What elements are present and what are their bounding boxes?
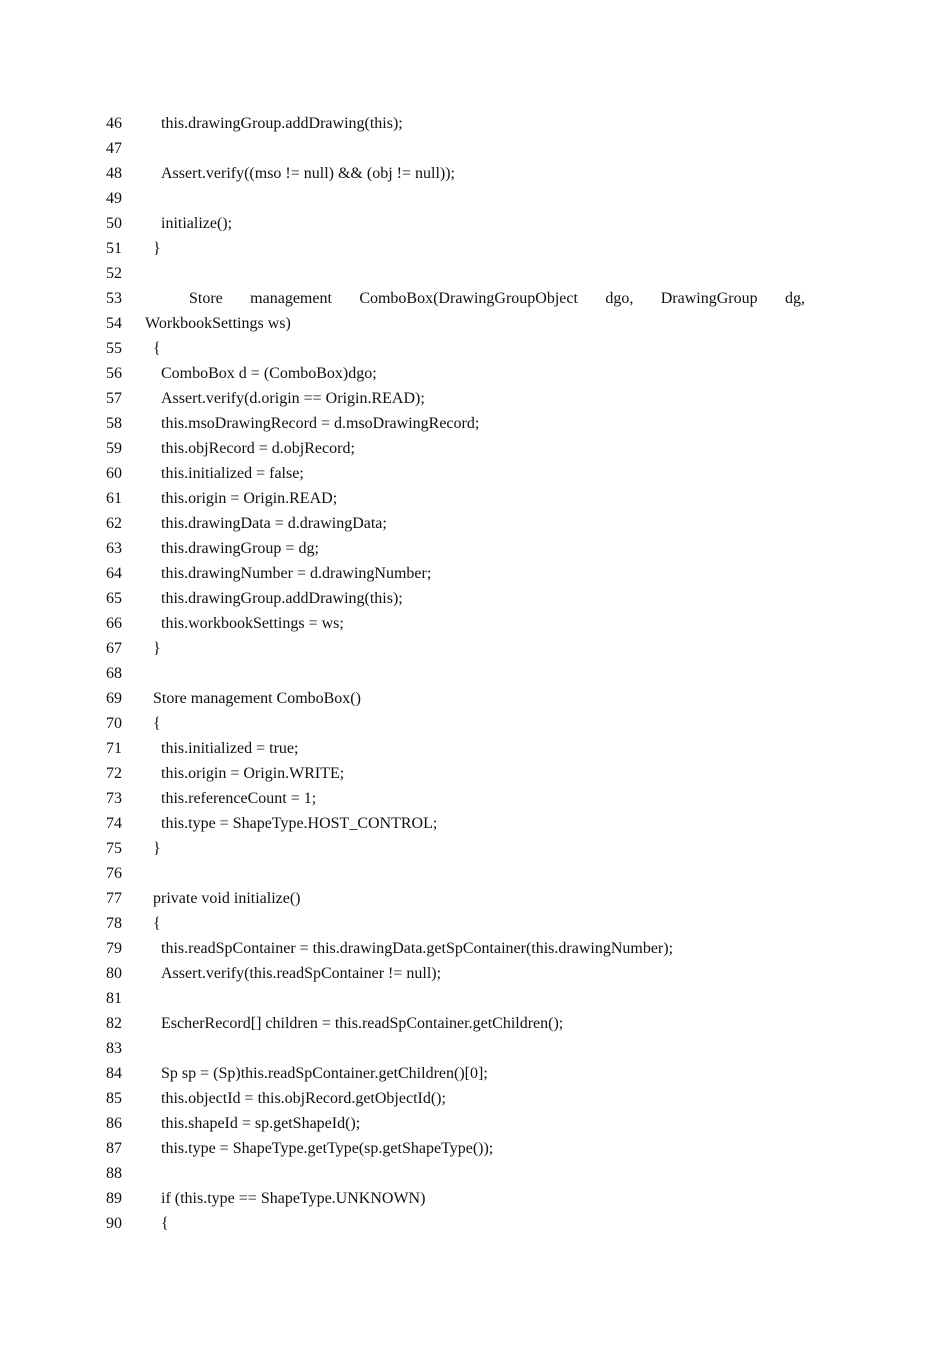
code-line <box>0 661 950 686</box>
code-line <box>0 711 950 736</box>
line-number: 62 <box>106 515 122 532</box>
code-line <box>0 161 950 186</box>
word: ComboBox(DrawingGroupObject <box>359 290 578 307</box>
line-number: 59 <box>106 440 122 457</box>
code-line <box>0 461 950 486</box>
code-line <box>0 511 950 536</box>
code-line <box>0 1011 950 1036</box>
code-line <box>0 1111 950 1136</box>
line-number: 73 <box>106 790 122 807</box>
code-line <box>0 436 950 461</box>
code-line <box>0 1036 950 1061</box>
code-line <box>0 536 950 561</box>
line-text: { <box>161 1215 169 1232</box>
code-line <box>0 111 950 136</box>
word: dgo, <box>605 290 634 307</box>
line-number: 71 <box>106 740 122 757</box>
code-line <box>0 911 950 936</box>
line-number: 46 <box>106 115 122 132</box>
line-text: this.objectId = this.objRecord.getObjectId(); <box>161 1090 446 1107</box>
line-number: 56 <box>106 365 122 382</box>
line-text-justified <box>189 286 805 311</box>
code-line <box>0 586 950 611</box>
code-line <box>0 811 950 836</box>
line-text: if (this.type == ShapeType.UNKNOWN) <box>161 1190 426 1207</box>
line-number: 64 <box>106 565 122 582</box>
code-line <box>0 761 950 786</box>
line-number: 80 <box>106 965 122 982</box>
line-number: 89 <box>106 1190 122 1207</box>
code-line <box>0 1186 950 1211</box>
line-text: Store management ComboBox() <box>153 690 361 707</box>
line-text: } <box>153 640 161 657</box>
line-text: Sp sp = (Sp)this.readSpContainer.getChildren()[0]; <box>161 1065 488 1082</box>
line-number: 69 <box>106 690 122 707</box>
line-number: 81 <box>106 990 122 1007</box>
code-line <box>0 361 950 386</box>
code-line <box>0 961 950 986</box>
line-text: { <box>153 915 161 932</box>
line-number: 47 <box>106 140 122 157</box>
code-line <box>0 636 950 661</box>
code-line <box>0 261 950 286</box>
line-text: private void initialize() <box>153 890 301 907</box>
code-line <box>0 236 950 261</box>
line-number: 52 <box>106 265 122 282</box>
line-text: this.origin = Origin.READ; <box>161 490 338 507</box>
line-number: 85 <box>106 1090 122 1107</box>
line-number: 66 <box>106 615 122 632</box>
line-text: this.workbookSettings = ws; <box>161 615 344 632</box>
code-line <box>0 686 950 711</box>
line-text: this.drawingGroup.addDrawing(this); <box>161 115 403 132</box>
line-number: 53 <box>106 290 122 307</box>
line-text: this.type = ShapeType.getType(sp.getShapeType()); <box>161 1140 494 1157</box>
line-text: Assert.verify(this.readSpContainer != null); <box>161 965 442 982</box>
line-number: 74 <box>106 815 122 832</box>
line-number: 83 <box>106 1040 122 1057</box>
code-listing <box>0 111 950 1236</box>
code-line <box>0 486 950 511</box>
line-text: this.msoDrawingRecord = d.msoDrawingRecord; <box>161 415 480 432</box>
line-text: } <box>153 240 161 257</box>
code-line <box>0 1086 950 1111</box>
line-number: 90 <box>106 1215 122 1232</box>
line-text: initialize(); <box>161 215 233 232</box>
line-text: { <box>153 715 161 732</box>
line-number: 78 <box>106 915 122 932</box>
code-line <box>0 1061 950 1086</box>
line-number: 77 <box>106 890 122 907</box>
code-line <box>0 136 950 161</box>
line-number: 50 <box>106 215 122 232</box>
line-text: this.readSpContainer = this.drawingData.getSpContainer(this.drawingNumber); <box>161 940 674 957</box>
word: management <box>250 290 332 307</box>
line-number: 48 <box>106 165 122 182</box>
code-line <box>0 411 950 436</box>
code-line <box>0 786 950 811</box>
line-number: 51 <box>106 240 122 257</box>
line-text: this.drawingGroup.addDrawing(this); <box>161 590 403 607</box>
line-text: this.referenceCount = 1; <box>161 790 317 807</box>
code-line <box>0 736 950 761</box>
line-number: 49 <box>106 190 122 207</box>
line-text: EscherRecord[] children = this.readSpContainer.getChildren(); <box>161 1015 564 1032</box>
line-text: ComboBox d = (ComboBox)dgo; <box>161 365 377 382</box>
code-line <box>0 861 950 886</box>
line-text: this.origin = Origin.WRITE; <box>161 765 345 782</box>
line-text: Assert.verify((mso != null) && (obj != null)); <box>161 165 455 182</box>
code-line <box>0 1161 950 1186</box>
line-text: } <box>153 840 161 857</box>
line-number: 60 <box>106 465 122 482</box>
line-text: this.initialized = true; <box>161 740 299 757</box>
word: DrawingGroup <box>660 290 758 307</box>
code-line <box>0 611 950 636</box>
line-number: 76 <box>106 865 122 882</box>
code-line <box>0 211 950 236</box>
line-number: 65 <box>106 590 122 607</box>
line-text: this.shapeId = sp.getShapeId(); <box>161 1115 361 1132</box>
line-text: this.drawingNumber = d.drawingNumber; <box>161 565 432 582</box>
line-text: this.initialized = false; <box>161 465 304 482</box>
code-line <box>0 1136 950 1161</box>
line-number: 54 <box>106 315 122 332</box>
line-number: 55 <box>106 340 122 357</box>
line-number: 70 <box>106 715 122 732</box>
line-number: 87 <box>106 1140 122 1157</box>
line-number: 84 <box>106 1065 122 1082</box>
line-number: 61 <box>106 490 122 507</box>
line-text: { <box>153 340 161 357</box>
code-line <box>0 386 950 411</box>
code-line <box>0 561 950 586</box>
code-line <box>0 936 950 961</box>
word: Store <box>189 290 223 307</box>
line-number: 57 <box>106 390 122 407</box>
line-number: 82 <box>106 1015 122 1032</box>
code-line <box>0 836 950 861</box>
line-text: this.drawingData = d.drawingData; <box>161 515 387 532</box>
line-text: Assert.verify(d.origin == Origin.READ); <box>161 390 425 407</box>
line-text: this.drawingGroup = dg; <box>161 540 319 557</box>
line-number: 72 <box>106 765 122 782</box>
line-number: 86 <box>106 1115 122 1132</box>
line-text: this.objRecord = d.objRecord; <box>161 440 355 457</box>
code-line <box>0 1211 950 1236</box>
code-line <box>0 886 950 911</box>
code-line <box>0 336 950 361</box>
line-number: 68 <box>106 665 122 682</box>
code-line <box>0 186 950 211</box>
line-text: this.type = ShapeType.HOST_CONTROL; <box>161 815 438 832</box>
line-number: 79 <box>106 940 122 957</box>
code-line <box>0 986 950 1011</box>
line-number: 67 <box>106 640 122 657</box>
code-line <box>0 286 950 311</box>
line-number: 88 <box>106 1165 122 1182</box>
word: dg, <box>785 290 805 307</box>
code-line <box>0 311 950 336</box>
line-number: 75 <box>106 840 122 857</box>
line-number: 63 <box>106 540 122 557</box>
line-text: WorkbookSettings ws) <box>145 315 291 332</box>
line-number: 58 <box>106 415 122 432</box>
